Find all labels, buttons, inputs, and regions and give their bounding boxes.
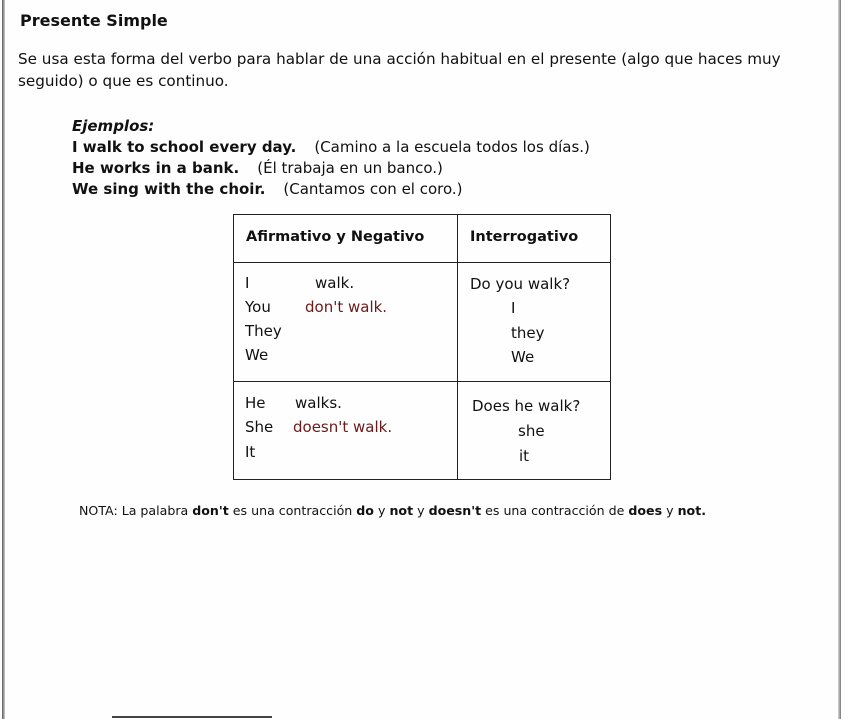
table-cell-pronoun: They: [245, 322, 282, 340]
note-bold-word: not: [389, 503, 414, 518]
example-english: We sing with the choir.: [72, 180, 266, 198]
note-text: es una contracción de: [485, 503, 625, 518]
table-cell-pronoun: You: [245, 298, 271, 316]
table-column-divider: [457, 215, 458, 479]
table-row-divider: [234, 381, 610, 382]
table-cell-question-pronoun: they: [511, 324, 545, 342]
table-cell-question: Does he walk?: [472, 397, 581, 415]
table-cell-pronoun: He: [245, 394, 266, 412]
example-english: I walk to school every day.: [72, 138, 297, 156]
table-cell-question-pronoun: it: [519, 447, 530, 465]
note-bold-word: don't: [192, 503, 229, 518]
note-bold-word: doesn't: [428, 503, 482, 518]
table-cell-affirmative: walk.: [315, 274, 355, 292]
conjugation-table: [233, 214, 611, 480]
note-line: [79, 503, 706, 518]
table-header-interrogative: Interrogativo: [470, 229, 579, 245]
table-cell-affirmative: walks.: [295, 394, 342, 412]
table-cell-question: Do you walk?: [470, 275, 571, 293]
note-text: y: [417, 503, 425, 518]
note-text: y: [666, 503, 674, 518]
note-bold-word: does: [628, 503, 663, 518]
note-bold-word: not.: [677, 503, 707, 518]
page-title: Presente Simple: [20, 11, 168, 30]
example-line: [72, 137, 590, 158]
table-header-affirmative-negative: Afirmativo y Negativo: [246, 229, 425, 245]
page-edge-right: [838, 0, 841, 719]
table-cell-question-pronoun: I: [511, 299, 516, 317]
table-cell-pronoun: She: [245, 418, 274, 436]
note-text: es una contracción: [232, 503, 353, 518]
example-spanish: (Cantamos con el coro.): [283, 180, 463, 198]
example-spanish: (Camino a la escuela todos los días.): [314, 138, 590, 156]
example-line: [72, 158, 590, 179]
page-edge-left: [2, 0, 5, 719]
table-cell-question-pronoun: she: [518, 422, 545, 440]
table-cell-pronoun: We: [245, 346, 269, 364]
examples-heading: Ejemplos:: [72, 117, 155, 135]
bottom-rule: [112, 716, 272, 718]
table-cell-negative: don't walk.: [305, 298, 388, 316]
note-text: NOTA: La palabra: [79, 503, 189, 518]
example-english: He works in a bank.: [72, 159, 240, 177]
table-cell-question-pronoun: We: [511, 348, 535, 366]
examples-section: [72, 116, 590, 200]
note-bold-word: do: [356, 503, 374, 518]
note-text: y: [377, 503, 386, 518]
table-cell-pronoun: It: [245, 443, 256, 461]
table-cell-negative: doesn't walk.: [293, 418, 393, 436]
intro-paragraph: Se usa esta forma del verbo para hablar de una acción habitual en el presente (algo que haces muy seguido) o que es continuo.: [18, 50, 781, 90]
example-spanish: (Él trabaja en un banco.): [257, 159, 443, 177]
table-cell-pronoun: I: [245, 274, 250, 292]
example-line: [72, 179, 590, 200]
table-header-divider: [234, 262, 610, 263]
